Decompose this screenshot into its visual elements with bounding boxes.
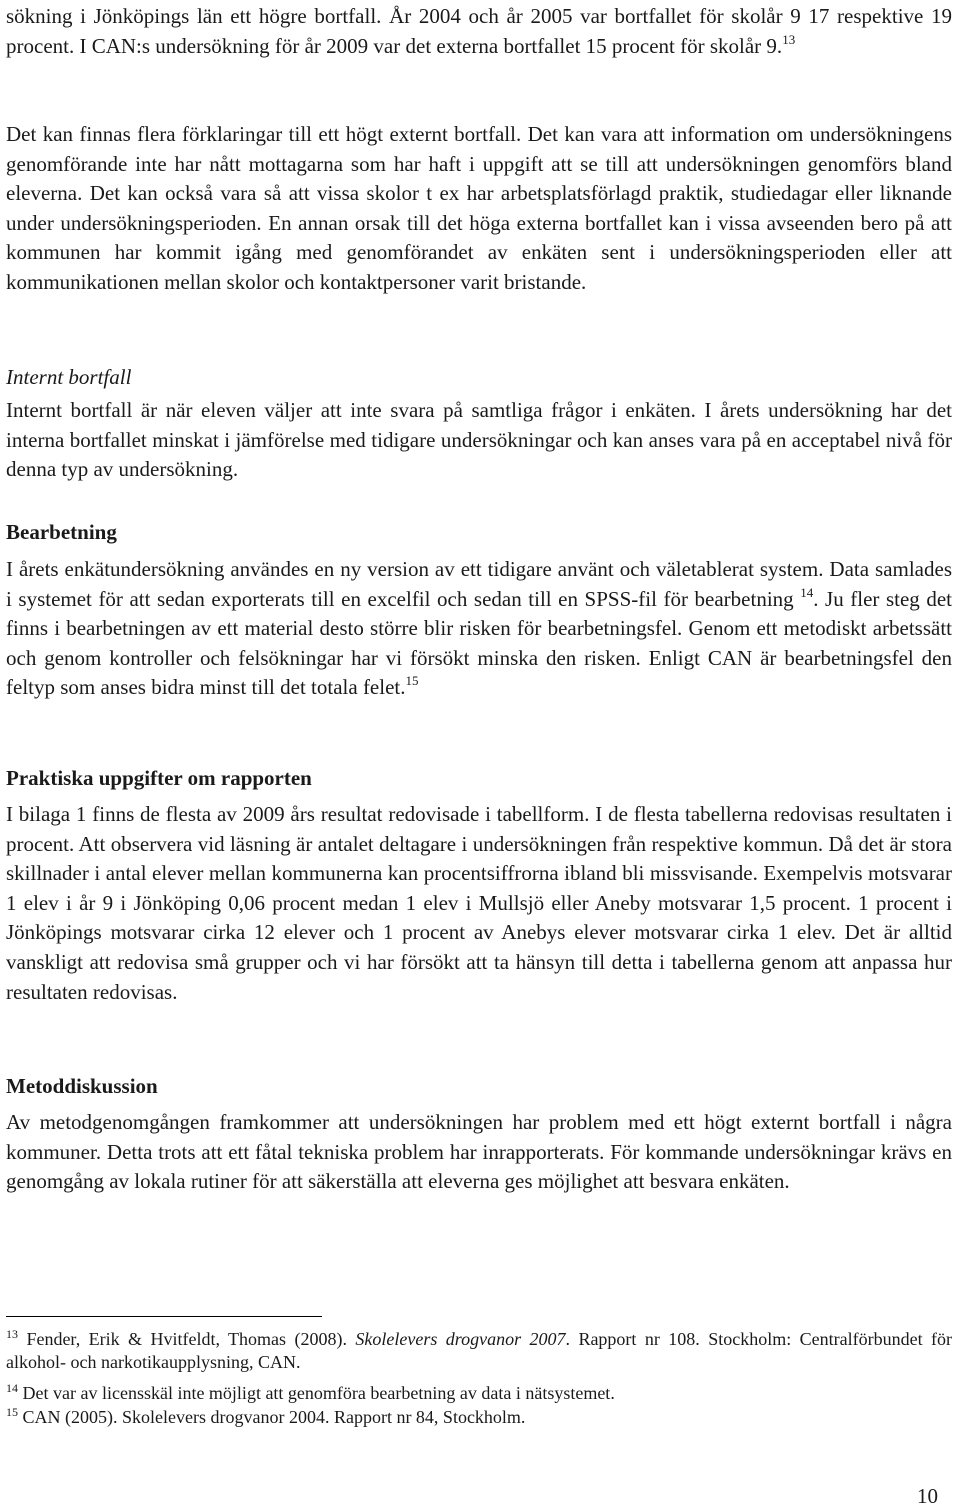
footnote-number: 13 (6, 1327, 18, 1341)
paragraph-praktiska-uppgifter: I bilaga 1 finns de flesta av 2009 års resultat redovisade i tabellform. I de flesta tabellerna redovisas resultaten i procent. Att observera vid läsning är antalet deltagare i undersökningen från respektive kommun. Då det är stora skillnader i antal elever mellan kommunerna kan procentsiffrorna ibland bli missvisande. Exempelvis motsvarar 1 elev i år 9 i Jönköping 0,06 procent medan 1 elev i Mullsjö eller Aneby motsvarar 1,5 procent. 1 procent i Jönköpings motsvarar cirka 12 elever och 1 procent av Anebys elever motsvarar cirka 1 elev. Det är alltid vanskligt att redovisa små grupper och vi har försökt att ta hänsyn till detta i tabellerna genom att anpassa hur resultaten redovisas. (6, 802, 952, 1004)
heading-metoddiskussion: Metoddiskussion (6, 1074, 158, 1098)
footnote-15 (6, 1406, 952, 1429)
paragraph-metoddiskussion: Av metodgenomgången framkommer att undersökningen har problem med ett högt externt bortfall i några kommuner. Detta trots att ett fåtal tekniska problem har inrapporterats. För kommande undersökningar krävs en genomgång av lokala rutiner för att säkerställa att eleverna ges möjlighet att besvara enkäten. (6, 1110, 952, 1194)
heading-internt-bortfall: Internt bortfall (6, 365, 132, 389)
paragraph-bearbetning (6, 555, 952, 703)
footnote-13 (6, 1328, 952, 1373)
heading-praktiska-uppgifter: Praktiska uppgifter om rapporten (6, 766, 312, 790)
page-number: 10 (917, 1484, 938, 1508)
footnote-number: 14 (6, 1381, 18, 1395)
footnote-14 (6, 1382, 952, 1405)
footnote-text: Fender, Erik & Hvitfeldt, Thomas (2008). (26, 1329, 356, 1349)
paragraph-internt-bortfall: Internt bortfall är när eleven väljer att inte svara på samtliga frågor i enkäten. I årets undersökning har det interna bortfallet minskat i jämförelse med tidigare undersökningar och kan anses vara på en acceptabel nivå för denna typ av undersökning. (6, 398, 952, 482)
footnote-ref-13[interactable]: 13 (782, 31, 796, 47)
footnote-ref-15[interactable]: 15 (405, 673, 419, 689)
footnote-number: 15 (6, 1405, 18, 1419)
paragraph-bortfall-intro (6, 2, 952, 61)
heading-bearbetning: Bearbetning (6, 520, 117, 544)
footnote-text: CAN (2005). Skolelevers drogvanor 2004. Rapport nr 84, Stockholm. (22, 1407, 526, 1427)
paragraph-text: sökning i Jönköpings län ett högre bortfall. År 2004 och år 2005 var bortfallet för skolår 9 17 respektive 19 procent. I CAN:s undersökning för år 2009 var det externa bortfallet 15 procent för skolår 9. (6, 4, 952, 58)
paragraph-text: I årets enkätundersökning användes en ny version av ett tidigare använt och väletablerat system. Data samlades i systemet för att sedan exporterats till en excelfil och sedan till en SPSS-fil för bearbetning (6, 557, 952, 611)
paragraph-text: . Ju fler steg det finns i bearbetningen av ett material desto större blir risken för bearbetningsfel. Genom ett metodiskt arbetssätt och genom kontroller och felsökningar har vi försökt minska den risken. Enligt CAN är bearbetningsfel den feltyp som anses bidra minst till det totala felet. (6, 586, 952, 700)
footnote-text: . Rapport nr 108. Stockholm: Centralförbundet för alkohol- och narkotikaupplysning, CAN. (6, 1329, 952, 1372)
footnote-text: Det var av licensskäl inte möjligt att genomföra bearbetning av data i nätsystemet. (22, 1383, 615, 1403)
footnote-title: Skolelevers drogvanor 2007 (355, 1329, 566, 1349)
paragraph-externt-bortfall: Det kan finnas flera förklaringar till ett högt externt bortfall. Det kan vara att information om undersökningens genomförande inte har nått mottagarna som har haft i uppgift att se till att undersökningen genomförs bland eleverna. Det kan också vara så att vissa skolor t ex har arbetsplatsförlagd praktik, studiedagar eller liknande under undersökningsperioden. En annan orsak till det höga externa bortfallet kan i vissa avseenden bero på att kommunen har kommit igång med genomförandet av enkäten sent i undersökningsperioden eller att kommunikationen mellan skolor och kontaktpersoner varit bristande. (6, 122, 952, 294)
footnote-ref-14[interactable]: 14 (800, 584, 814, 600)
footnote-divider (6, 1316, 322, 1317)
